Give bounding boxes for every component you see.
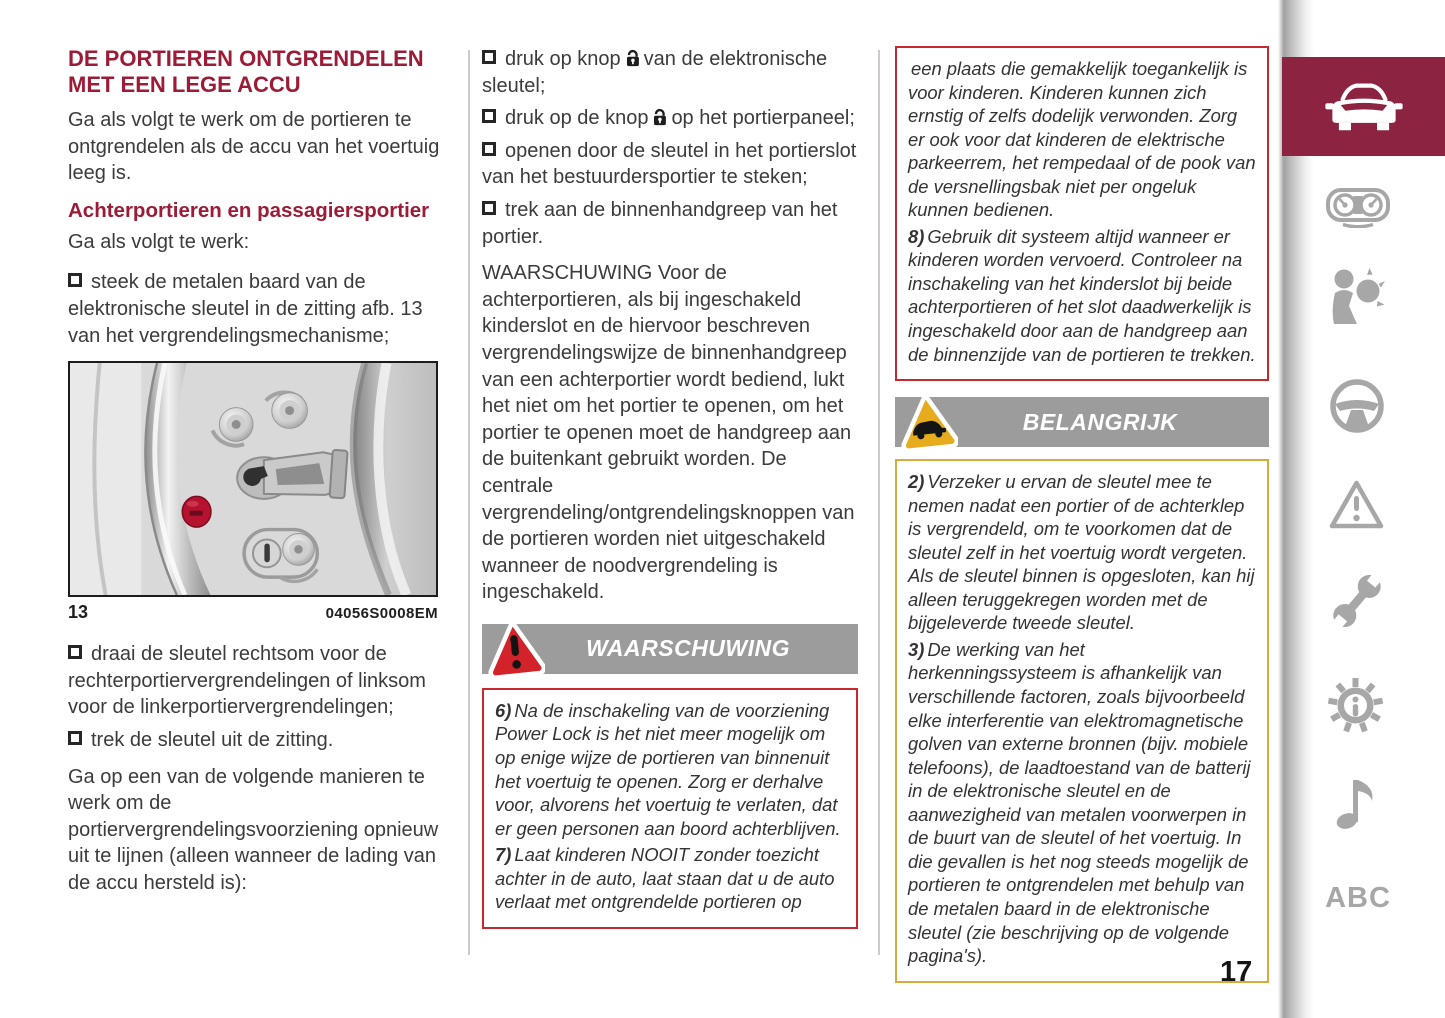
instrument-cluster-icon — [1325, 186, 1391, 228]
list-item-text: trek aan de binnenhandgreep van het portier. — [482, 198, 838, 248]
list-item-text: trek de sleutel uit de zitting. — [91, 728, 334, 751]
list-item-text: openen door de sleutel in het portierslot van het bestuurdersportier te steken; — [482, 139, 857, 189]
square-bullet-icon — [482, 142, 496, 156]
list-item-text: druk op de knop — [505, 107, 649, 130]
column-divider — [468, 50, 470, 955]
list-item-text: draai de sleutel rechtsom voor de rechterportiervergrendelingen of linksom voor de linkerportiervergrendelingen; — [68, 643, 426, 719]
warning-header-bar — [482, 624, 858, 674]
page-number: 17 — [1220, 956, 1253, 988]
column-3 — [895, 46, 1269, 983]
warning-item-number: 6) — [495, 699, 512, 721]
car-icon — [1324, 79, 1404, 135]
list-item-text: van de elektronische sleutel; — [482, 48, 828, 97]
important-box — [895, 459, 1269, 982]
warning-item-number: 8) — [908, 225, 925, 247]
door-lock-illustration — [70, 363, 436, 595]
unlock-icon — [651, 107, 668, 127]
warning-item — [495, 699, 845, 840]
list-item — [68, 641, 460, 721]
square-bullet-icon — [482, 50, 496, 64]
figure-code: 04056S0008EM — [325, 605, 438, 623]
sidebar-tab-car-active[interactable] — [1282, 57, 1445, 156]
important-item — [908, 470, 1256, 635]
warning-item — [908, 57, 1256, 222]
list-item-text: steek de metalen baard van de elektronische sleutel in de zitting afb. 13 van het vergrendelingsmechanisme; — [68, 271, 423, 347]
steering-wheel-icon — [1328, 377, 1386, 435]
warning-item-number: 7) — [495, 844, 512, 866]
list-item — [482, 197, 858, 250]
sidebar-item-index[interactable]: ABC — [1325, 882, 1391, 914]
warning-header-label: WAARSCHUWING — [585, 635, 791, 662]
important-item-number: 2) — [908, 471, 925, 493]
important-item-text: De werking van het herkenningssysteem is afhankelijk van verschillende factoren, zoals bijvoorbeeld elke interferentie van elektromagnetische golven van externe bronnen (bijv. mobiele telefoons), de laadtoestand van de batterij in de elektronische sleutel en de aanwezigheid van metalen voorwerpen in de buurt van de sleutel of het voertuig. In die gevallen is het nog steeds mogelijk de portieren te ontgrendelen met behulp van de metalen baard in de elektronische sleutel (zie beschrijving op de volgende pagina's). — [908, 638, 1251, 967]
square-bullet-icon — [68, 273, 82, 287]
important-header-bar — [895, 397, 1269, 447]
list-item-text: druk op knop — [505, 48, 621, 70]
section-title: DE PORTIEREN ONTGRENDELEN MET EEN LEGE ACCU — [68, 46, 424, 97]
figure-door-lock — [68, 361, 460, 623]
warning-item — [495, 843, 845, 914]
music-note-icon — [1333, 772, 1379, 832]
warning-item-text: Laat kinderen NOOIT zonder toezicht achter in de auto, laat staan dat u de auto verlaat met ontgrendelde portieren op — [495, 844, 835, 913]
gear-info-icon — [1327, 677, 1384, 734]
list-item — [482, 138, 858, 191]
warning-item-text: Gebruik dit systeem altijd wanneer er kinderen worden vervoerd. Controleer na inschakeling van het kinderslot bij beide achterportieren of het slot daadwerkelijk is ingeschakeld door aan de handgreep aan de binnenzijde van de portieren te trekken. — [908, 225, 1256, 365]
subsection-title: Achterportieren en passagiersportier — [68, 198, 430, 222]
airbag-safety-icon — [1327, 266, 1385, 326]
outro-paragraph: Ga op een van de volgende manieren te werk om de portiervergrendelingsvoorziening opnieuw uit te lijnen (alleen wanneer de lading van de accu hersteld is): — [68, 765, 439, 894]
square-bullet-icon — [482, 201, 496, 215]
sidebar-item-safety[interactable] — [1327, 266, 1385, 326]
list-item — [68, 727, 460, 754]
warning-item-text: een plaats die gemakkelijk toegankelijk is voor kinderen. Kinderen kunnen zich ernstig of zelfs dodelijk verwonden. Zorg er ook voor dat kinderen de elektrische parkeerrem, het rempedaal of de pook van de versnellingsbak niet per ongeluk kunnen bedienen. — [908, 58, 1256, 221]
wrench-icon — [1325, 568, 1389, 634]
column-1 — [68, 46, 460, 909]
list-item — [68, 269, 460, 349]
door-lock-photo — [68, 361, 438, 597]
sidebar-item-instrument-cluster[interactable] — [1325, 186, 1391, 228]
warning-triangle-outline-icon — [1328, 478, 1385, 531]
figure-number: 13 — [68, 602, 89, 623]
square-bullet-icon — [68, 731, 82, 745]
figure-caption — [68, 602, 438, 623]
warning-box — [482, 688, 858, 929]
caution-paragraph: WAARSCHUWING Voor de achterportieren, als bij ingeschakeld kinderslot en de hiervoor beschreven vergrendelingswijze de binnenhandgreep van een achterportier wordt bediend, lukt het niet om het portier te openen, om het portier te openen moet de handgreep aan de buitenkant gebruikt worden. De centrale vergrendeling/ontgrendelingsknoppen van de portieren worden niet uitgeschakeld wanneer de noodvergrendeling is ingeschakeld. — [482, 262, 855, 604]
list-item — [482, 46, 858, 99]
warning-item — [908, 225, 1256, 366]
slippery-road-triangle-icon — [898, 392, 958, 450]
sidebar-item-driving[interactable] — [1328, 377, 1386, 435]
unlock-icon — [624, 48, 641, 68]
list-item — [482, 105, 858, 132]
warning-item-text: Na de inschakeling van de voorziening Power Lock is het niet meer mogelijk om op enige wijze de portieren van binnenuit het voertuig te openen. Zorg er derhalve voor, alvorens het voertuig te verlaten, dat er geen personen aan boord achterblijven. — [495, 699, 841, 839]
square-bullet-icon — [68, 645, 82, 659]
important-header-label: BELANGRIJK — [1022, 408, 1178, 435]
important-item-number: 3) — [908, 638, 925, 660]
important-item — [908, 638, 1256, 968]
sidebar-item-multimedia[interactable] — [1333, 772, 1379, 832]
sidebar-item-technical-data[interactable] — [1327, 677, 1384, 734]
important-item-text: Verzeker u ervan de sleutel mee te nemen nadat een portier of de achterklep is vergrendeld, om te voorkomen dat de sleutel zelf in het voertuig wordt vergeten. Als de sleutel binnen is opgesloten, kan hij alleen teruggekregen worden met de bijgeleverde tweede sleutel. — [908, 471, 1255, 634]
warning-box-continued — [895, 46, 1269, 381]
column-divider — [878, 50, 880, 955]
square-bullet-icon — [482, 109, 496, 123]
warning-triangle-red-icon — [485, 619, 545, 677]
list-item-text: op het portierpaneel; — [671, 107, 855, 130]
sidebar-item-emergency[interactable] — [1328, 478, 1385, 531]
lead-paragraph: Ga als volgt te werk: — [68, 230, 250, 253]
sidebar-item-maintenance[interactable] — [1325, 568, 1389, 634]
column-2 — [482, 46, 858, 929]
intro-paragraph: Ga als volgt te werk om de portieren te ontgrendelen als de accu van het voertuig leeg is. — [68, 109, 440, 185]
